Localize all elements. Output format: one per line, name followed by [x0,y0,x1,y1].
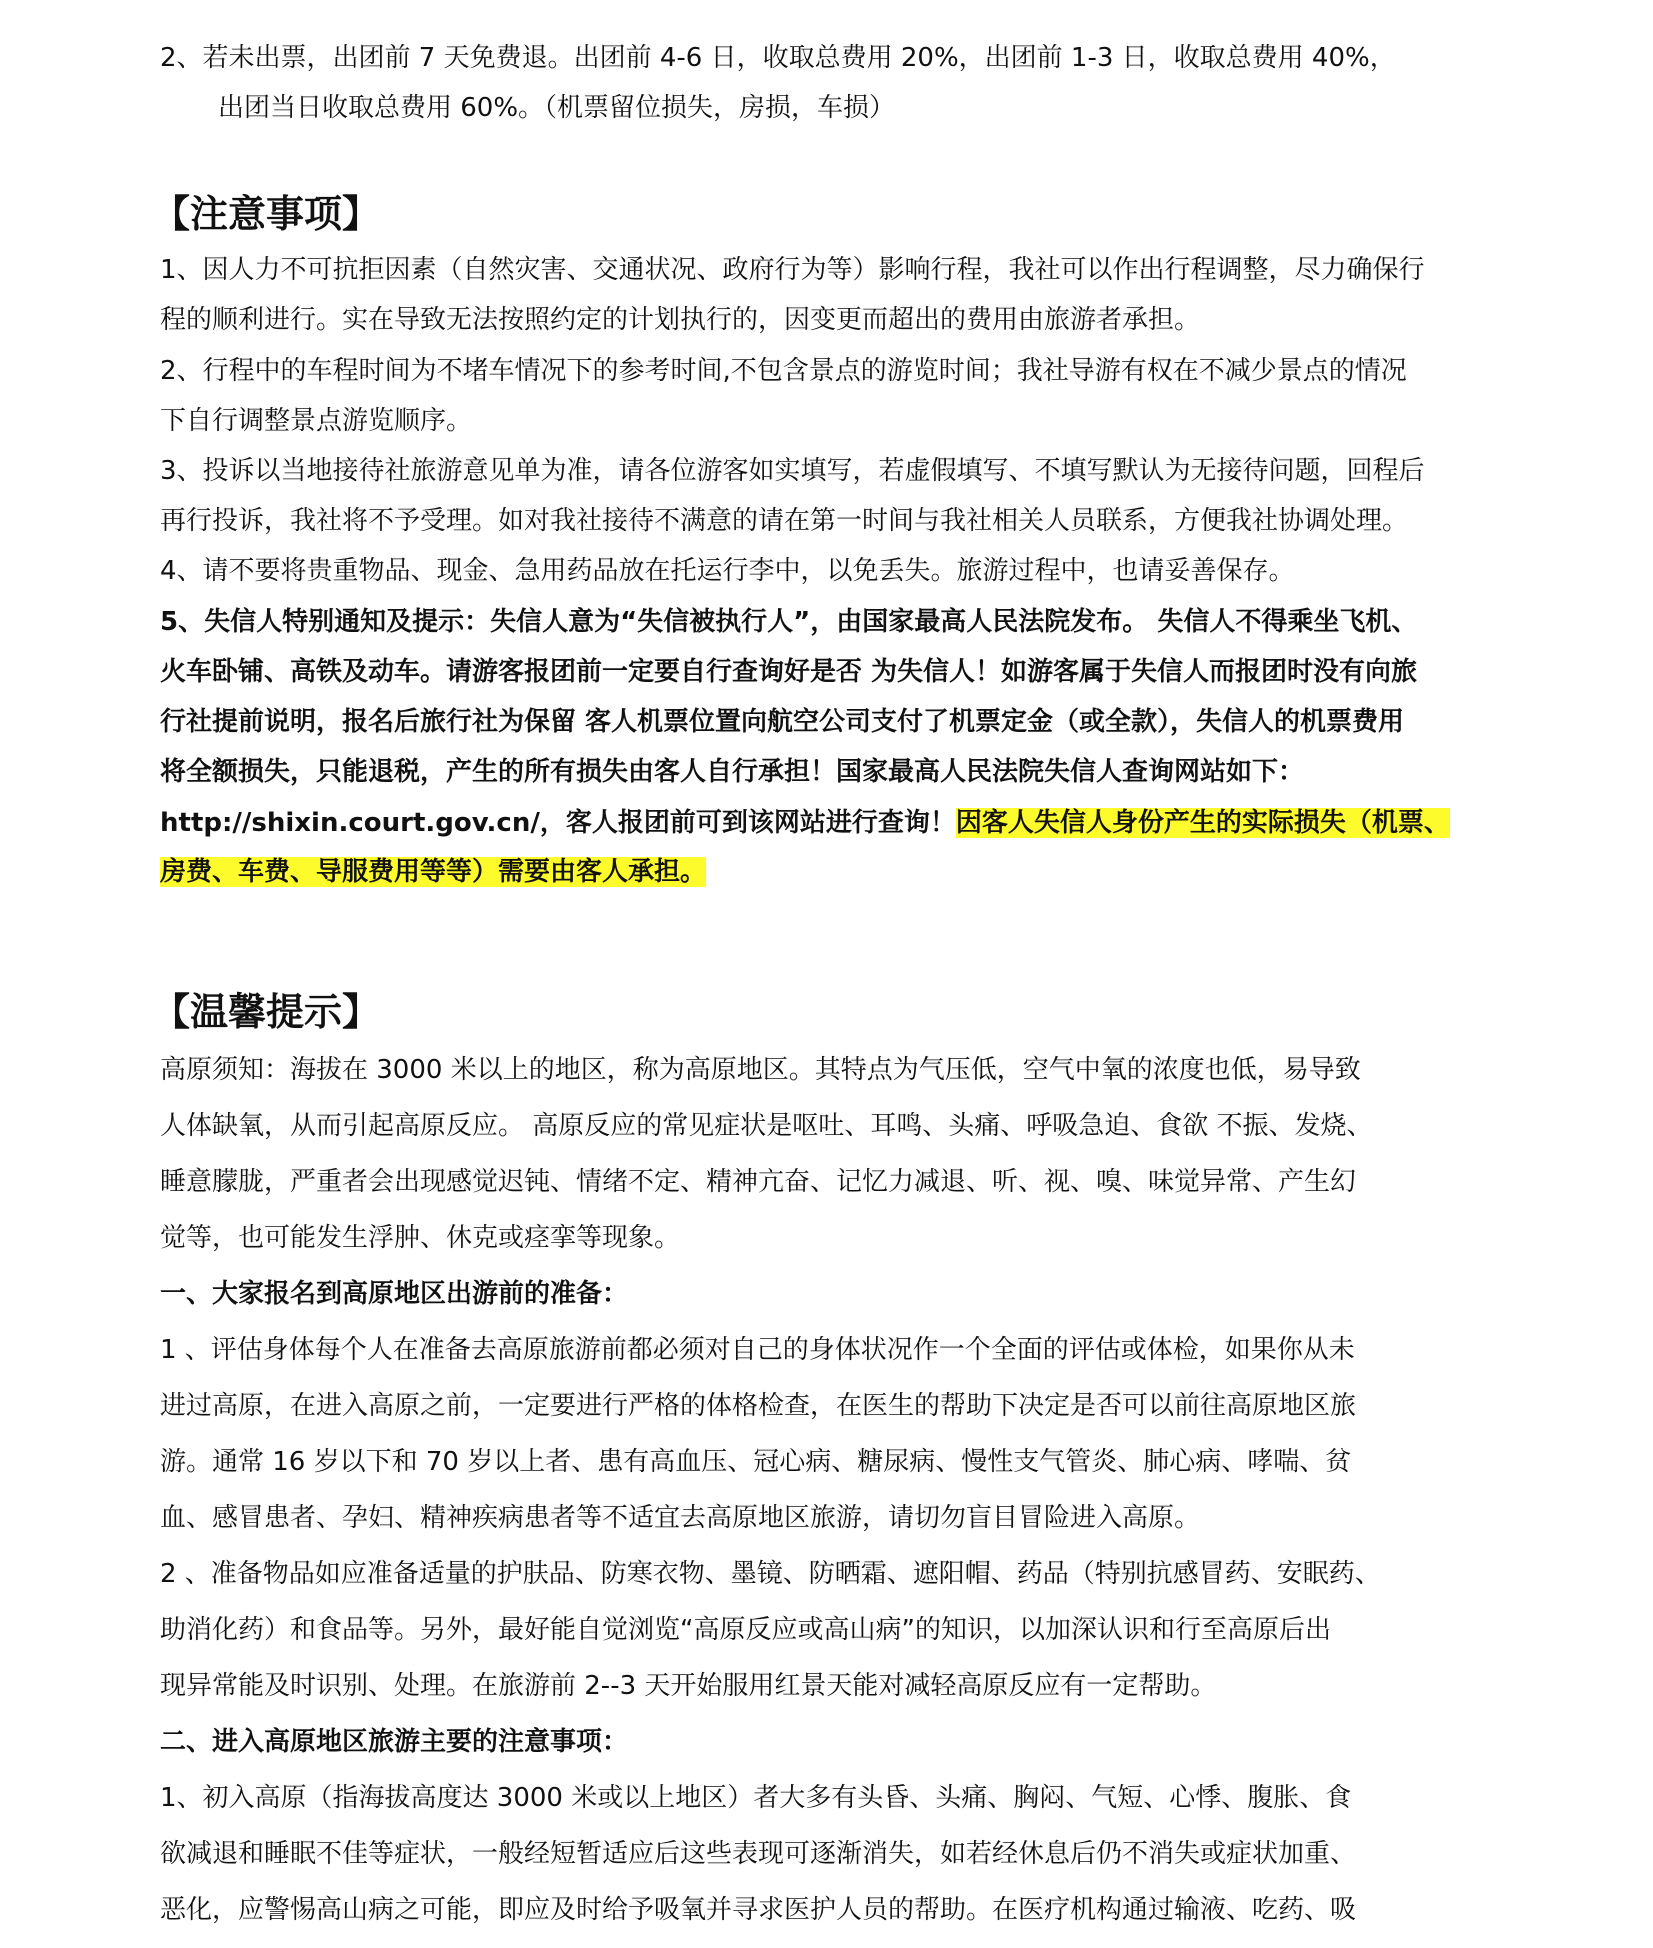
court-url-text: http://shixin.court.gov.cn/，客人报团前可到该网站进行查询！ [160,808,956,838]
notice-bold-line: 火车卧铺、高铁及动车。请游客报团前一定要自行查询好是否 为失信人！如游客属于失信人而报团时没有向旅 [160,657,1418,687]
section-1-line: 游。通常 16 岁以下和 70 岁以上者、患有高血压、冠心病、糖尿病、慢性支气管炎、肺心病、哮喘、贫 [160,1447,1352,1477]
refund-line-1: 2、若未出票，出团前 7 天免费退。出团前 4-6 日，收取总费用 20%，出团前 1-3 日，收取总费用 40%， [160,43,1396,73]
notice-line: 程的顺利进行。实在导致无法按照约定的计划执行的，因变更而超出的费用由旅游者承担。 [160,305,1201,335]
notice-line: 4、请不要将贵重物品、现金、急用药品放在托运行李中，以免丢失。旅游过程中，也请妥善保存。 [160,556,1295,586]
section-1-line: 进过高原，在进入高原之前，一定要进行严格的体格检查，在医生的帮助下决定是否可以前往高原地区旅 [160,1391,1357,1421]
tips-intro-line: 高原须知：海拔在 3000 米以上的地区，称为高原地区。其特点为气压低，空气中氧的浓度也低，易导致 [160,1055,1361,1085]
notice-line: 下自行调整景点游览顺序。 [160,406,473,436]
section-2-line: 恶化，应警惕高山病之可能，即应及时给予吸氧并寻求医护人员的帮助。在医疗机构通过输液、吃药、吸 [160,1895,1357,1925]
notice-url-line [160,809,1500,839]
tips-intro-line: 睡意朦胧，严重者会出现感觉迟钝、情绪不定、精神亢奋、记忆力减退、听、视、嗅、味觉异常、产生幻 [160,1167,1357,1197]
notice-line: 1、因人力不可抗拒因素（自然灾害、交通状况、政府行为等）影响行程，我社可以作出行程调整，尽力确保行 [160,255,1425,285]
section-1-line: 助消化药）和食品等。另外，最好能自觉浏览“高原反应或高山病”的知识，以加深认识和行至高原后出 [160,1615,1331,1645]
notice-last-line [160,858,1500,888]
section-2-line: 欲减退和睡眠不佳等症状，一般经短暂适应后这些表现可逐渐消失，如若经休息后仍不消失或症状加重、 [160,1839,1357,1869]
highlighted-warning: 因客人失信人身份产生的实际损失（机票、 [955,808,1450,838]
tips-heading: 【温馨提示】 [152,990,381,1034]
notice-bold-line: 行社提前说明，报名后旅行社为保留 客人机票位置向航空公司支付了机票定金（或全款），失信人的机票费用 [160,707,1405,737]
notice-bold-line: 5、失信人特别通知及提示：失信人意为“失信被执行人”，由国家最高人民法院发布。 失信人不得乘坐飞机、 [160,607,1418,637]
section-1-line: 现异常能及时识别、处理。在旅游前 2--3 天开始服用红景天能对减轻高原反应有一定帮助。 [160,1671,1217,1701]
section-1-line: 血、感冒患者、孕妇、精神疾病患者等不适宜去高原地区旅游，请切勿盲目冒险进入高原。 [160,1503,1201,1533]
highlighted-warning: 房费、车费、导服费用等等）需要由客人承担。 [160,857,707,887]
tips-intro-line: 觉等，也可能发生浮肿、休克或痉挛等现象。 [160,1223,681,1253]
notice-line: 再行投诉，我社将不予受理。如对我社接待不满意的请在第一时间与我社相关人员联系，方便我社协调处理。 [160,506,1409,536]
tips-intro-line: 人体缺氧，从而引起高原反应。 高原反应的常见症状是呕吐、耳鸣、头痛、呼吸急迫、食欲 不振、发烧、 [160,1111,1373,1141]
notice-heading: 【注意事项】 [152,192,381,236]
refund-line-2: 出团当日收取总费用 60%。（机票留位损失，房损，车损） [218,93,896,123]
section-2-title: 二、进入高原地区旅游主要的注意事项： [160,1727,629,1757]
section-2-line: 1、初入高原（指海拔高度达 3000 米或以上地区）者大多有头昏、头痛、胸闷、气短、心悸、腹胀、食 [160,1783,1352,1813]
notice-bold-line: 将全额损失，只能退税，产生的所有损失由客人自行承担！国家最高人民法院失信人查询网站如下： [160,757,1305,787]
section-1-line: 2 、准备物品如应准备适量的护肤品、防寒衣物、墨镜、防晒霜、遮阳帽、药品（特别抗感冒药、安眠药、 [160,1559,1381,1589]
section-1-line: 1 、评估身体每个人在准备去高原旅游前都必须对自己的身体状况作一个全面的评估或体检，如果你从未 [160,1335,1355,1365]
notice-line: 2、行程中的车程时间为不堵车情况下的参考时间,不包含景点的游览时间；我社导游有权在不减少景点的情况 [160,356,1407,386]
notice-line: 3、投诉以当地接待社旅游意见单为准，请各位游客如实填写，若虚假填写、不填写默认为无接待问题，回程后 [160,456,1425,486]
section-1-title: 一、大家报名到高原地区出游前的准备： [160,1279,629,1309]
